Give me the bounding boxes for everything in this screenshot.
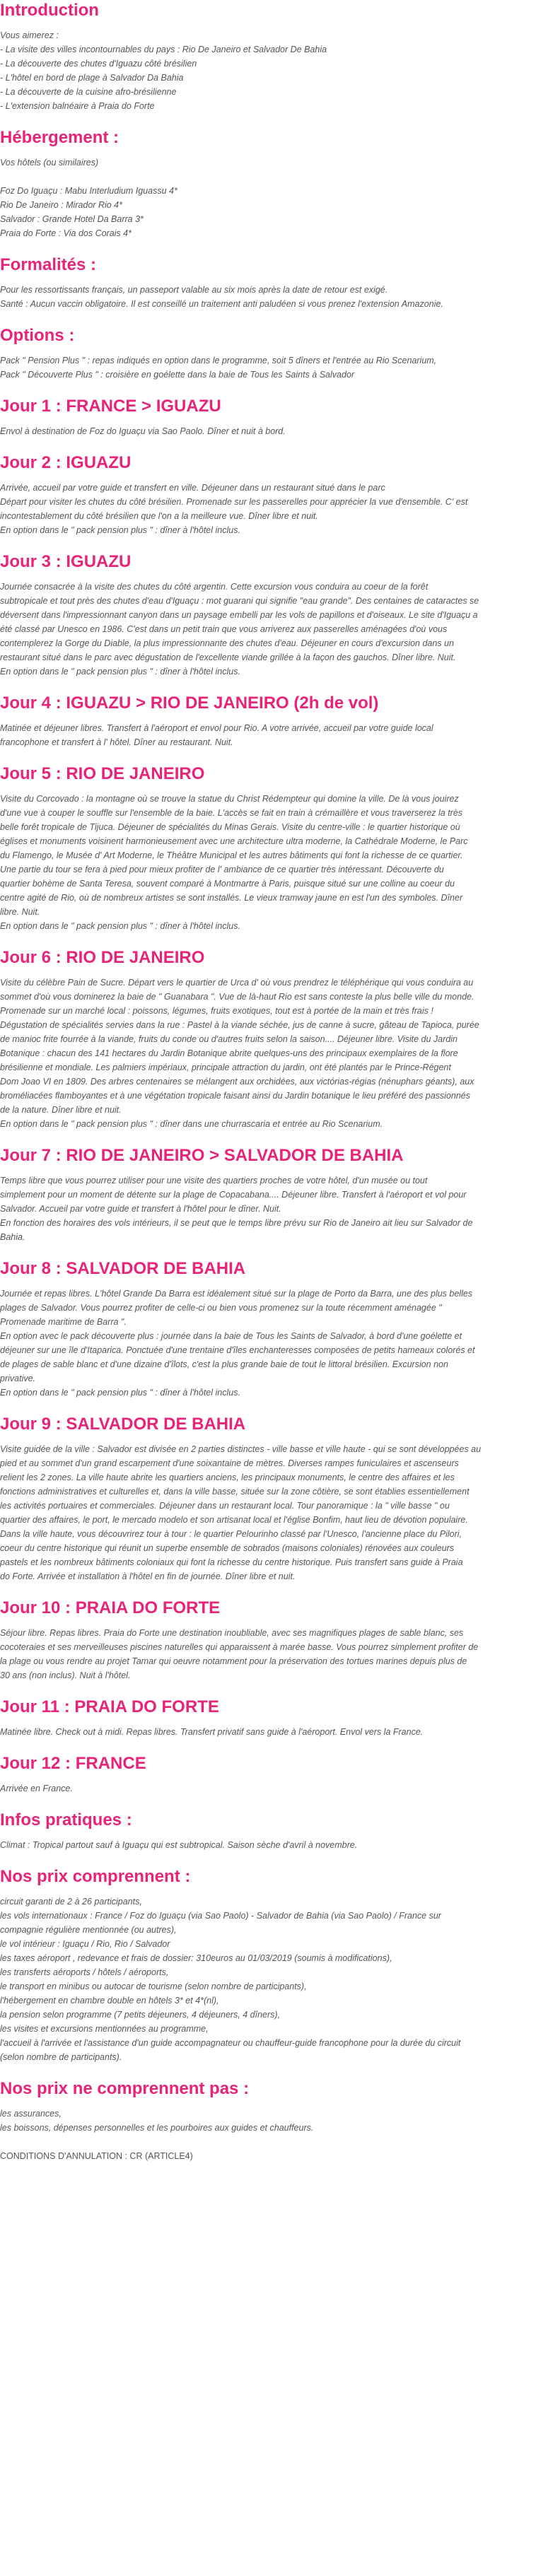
day-10-line: cocoteraies et ses merveilleuses piscines naturelles qui apparaissent à marée basse. Vous pourrez simplement profiter de — [0, 1642, 479, 1652]
day-2-line: Arrivée, accueil par votre guide et transfert en ville. Déjeuner dans un restaurant situé dans le parc — [0, 483, 385, 493]
day-7-heading: Jour 7 : RIO DE JANEIRO > SALVADOR DE BAHIA — [0, 1146, 404, 1165]
prix-comprennent-line: l'accueil à l'arrivée et l'assistance d'un guide accompagnateur ou chauffeur-guide francophone pour la durée du circuit — [0, 2038, 461, 2048]
day-11-heading: Jour 11 : PRAIA DO FORTE — [0, 1697, 219, 1716]
day-10-line: Séjour libre. Repas libres. Praia do Forte une destination inoubliable, avec ses magnifiques plages de sable blanc, ses — [0, 1628, 464, 1638]
day-9-heading: Jour 9 : SALVADOR DE BAHIA — [0, 1415, 246, 1434]
prix-comprennent-line: les vols internationaux : France / Foz do Iguaçu (via Sao Paolo) - Salvador de Bahia (via Sao Paolo) / France sur — [0, 1911, 441, 1921]
day-11-text — [0, 1725, 525, 1739]
day-3-heading: Jour 3 : IGUAZU — [0, 552, 132, 571]
day-3-line: contemplerez la Gorge du Diable, la plus impressionnante des chutes d'eau. Déjeuner en cours d'excursion dans un — [0, 638, 454, 648]
day-5-line: libre. Nuit. — [0, 907, 40, 917]
day-6-line: de manioc frite fourrée à la viande, fruits du conde ou d'autres fruits selon la saison.... Déjeuner libre. Visite du Jardin — [0, 1034, 458, 1044]
prix-comprennent-line: l'hébergement en chambre double en hôtels 3* et 4*(nl), — [0, 1996, 219, 2006]
day-4-heading: Jour 4 : IGUAZU > RIO DE JANEIRO (2h de vol) — [0, 693, 379, 713]
options-line: Pack " Découverte Plus " : croisière en goélette dans la baie de Tous les Saints à Salvador — [0, 370, 355, 380]
day-2-heading: Jour 2 : IGUAZU — [0, 453, 132, 472]
prix-comprennent-line: le transport en minibus ou autocar de tourisme (selon nombre de participants), — [0, 1981, 307, 1991]
prix-comprennent-line: les visites et excursions mentionnées au programme, — [0, 2024, 209, 2034]
day-7-line: Bahia. — [0, 1232, 25, 1242]
day-2-line: Départ pour visiter les chutes du côté brésilien. Promenade sur les passerelles pour apprécier la vue d'ensemble. C' est — [0, 497, 468, 507]
day-6-line: Visite du célèbre Pain de Sucre. Départ vers le quartier de Urca d' où vous prendrez le téléphérique qui vous conduira au — [0, 978, 474, 988]
day-7-line: En fonction des horaires des vols intérieurs, il se peut que le temps libre prévu sur Rio de Janeiro ait lieu sur Salvador de — [0, 1218, 473, 1228]
formalites-line: Santé : Aucun vaccin obligatoire. Il est conseillé un traitement anti paludéen si vous prenez l'extension Amazonie. — [0, 299, 443, 309]
hebergement-line: Rio De Janeiro : Mirador Rio 4* — [0, 200, 122, 210]
day-8-line: En option avec le pack découverte plus : journée dans la baie de Tous les Saints de Salvador, à bord d'une goélette et — [0, 1331, 462, 1341]
day-9-line: fonctions administratives et culturelles et, dans la ville basse, située sur la zone côtière, se sont établies essentiellement — [0, 1487, 470, 1497]
day-6-line: En option dans le " pack pension plus " : dîner dans une churrascaria et entrée au Rio Scenarium. — [0, 1119, 383, 1129]
day-7-text — [0, 1173, 525, 1244]
day-10-text — [0, 1626, 525, 1682]
day-8-line: de plages de sable blanc et d'une dizaine d'îlots, c'est la plus grande baie de tout le littoral brésilien. Excursion non — [0, 1359, 448, 1369]
day-3-line: Journée consacrée à la visite des chutes du côté argentin. Cette excursion vous conduira au coeur de la forêt — [0, 582, 429, 592]
infos-pratiques-heading: Infos pratiques : — [0, 1810, 132, 1829]
day-5-line: églises et monuments voisinent harmonieusement avec une architecture ultra moderne, la Cathédrale Moderne, le Parc — [0, 836, 468, 846]
day-5-line: d'une vue à couper le souffle sur l'ensemble de la baie. L'accès se fait en train à crémaillère et vous traverserez la très — [0, 808, 463, 818]
day-5-line: du Flamengo, le Musée d' Art Moderne, le Théâtre Municipal et les autres bâtiments qui font la richesse de ce quartier. — [0, 850, 463, 860]
day-3-line: déversent dans l'impressionnant canyon dans un paysage embelli par les vols de papillons et d'oiseaux. Le site d'Iguaçu a — [0, 610, 478, 620]
formalites-line: Pour les ressortissants français, un passeport valable au six mois après la date de retour est exigé. — [0, 285, 388, 295]
day-6-heading: Jour 6 : RIO DE JANEIRO — [0, 948, 205, 967]
day-3-line: restaurant situé dans le parc avec dégustation de l'excellente viande grillée à la façon des gauchos. Dîner libre. Nuit. — [0, 652, 456, 662]
day-8-heading: Jour 8 : SALVADOR DE BAHIA — [0, 1259, 246, 1278]
day-5-line: centre agité de Rio, où de nombreux artistes se sont installés. Le vieux tramway jaune en est l'un des symboles. Dîner — [0, 893, 463, 903]
options-text — [0, 353, 525, 382]
hebergement-line — [0, 170, 525, 184]
day-6-line: Dégustation de spécialités servies dans la rue : Pastel à la viande séchée, jus de canne à sucre, gâteau de Tapioca, purée — [0, 1020, 479, 1030]
day-8-line: plages de Salvador. Vous pourrez profiter de celle-ci ou bien vous promenez sur la toute récemment aménagée " — [0, 1303, 442, 1313]
day-4-line: Matinée et déjeuner libres. Transfert à l'aéroport et envol pour Rio. A votre arrivée, accueil par votre guide local — [0, 723, 433, 733]
day-10-line: 30 ans (non inclus). Nuit à l'hôtel. — [0, 1670, 131, 1680]
day-4-text — [0, 721, 525, 749]
day-9-line: pied et au sommet d'un grand escarpement d'une soixantaine de mètres. Diverses rampes funiculaires et ascenseurs — [0, 1458, 459, 1468]
hebergement-line: Foz Do Iguaçu : Mabu Interludium Iguassu 4* — [0, 186, 177, 196]
day-6-text — [0, 976, 525, 1131]
day-5-text — [0, 792, 525, 933]
day-12-heading: Jour 12 : FRANCE — [0, 1754, 146, 1773]
day-10-heading: Jour 10 : PRAIA DO FORTE — [0, 1598, 221, 1617]
cancellation-conditions: CONDITIONS D'ANNULATION : CR (ARTICLE4) — [0, 2151, 193, 2161]
day-7-line: Temps libre que vous pourrez utiliser pour une visite des quartiers proches de votre hôtel, d'un musée ou tout — [0, 1176, 428, 1185]
day-3-line: En option dans le " pack pension plus " : dîner à l'hôtel inclus. — [0, 667, 240, 677]
day-11-line: Matinée libre. Check out à midi. Repas libres. Transfert privatif sans guide à l'aéroport. Envol vers la France. — [0, 1727, 424, 1737]
hebergement-line: Salvador : Grande Hotel Da Barra 3* — [0, 214, 144, 224]
prix-comprennent-line: circuit garanti de 2 à 26 participants, — [0, 1897, 142, 1907]
hebergement-line: Praia do Forte : Via dos Corais 4* — [0, 228, 132, 238]
day-12-line: Arrivée en France. — [0, 1784, 73, 1793]
introduction-heading: Introduction — [0, 1, 99, 20]
prix-comprennent-line: le vol intérieur : Iguaçu / Rio, Rio / Salvador — [0, 1939, 170, 1949]
introduction-line: - La visite des villes incontournables du pays : Rio De Janeiro et Salvador De Bahia — [0, 45, 327, 54]
day-3-line: été classé par Unesco en 1986. C'est dans un petit train que vous arriverez aux passerelles aménagées d'où vous — [0, 624, 448, 634]
infos-pratiques-line: Climat : Tropical partout sauf à Iguaçu qui est subtropical. Saison sèche d'avril à novembre. — [0, 1840, 358, 1850]
day-9-line: les activités portuaires et commerciales. Déjeuner dans un restaurant local. Tour panoramique : la " ville basse " ou — [0, 1501, 450, 1511]
day-4-line: francophone et transfert à l' hôtel. Dîner au restaurant. Nuit. — [0, 737, 233, 747]
day-6-line: brésilienne et mondiale. Les palmiers impériaux, principale attraction du jardin, ont été plantés par le Prince-Régent — [0, 1062, 451, 1072]
introduction-line: - La découverte de la cuisine afro-brésilienne — [0, 87, 177, 97]
day-1-text — [0, 424, 525, 438]
day-12-text — [0, 1781, 525, 1796]
day-8-line: déjeuner sur une île d'Itaparica. Ponctuée d'une trentaine d'îles enchanteresses composées de petits hameaux colorés et — [0, 1345, 475, 1355]
prix-comprennent-heading: Nos prix comprennent : — [0, 1867, 191, 1886]
day-7-line: simplement pour un moment de détente sur la plage de Copacabana.... Déjeuner libre. Transfert à l'aéroport et vol pour — [0, 1190, 467, 1200]
day-9-line: quartier des affaires, le port, le mercado modelo et son artisanat local et l'église Bonfim, haut lieu de dévotion populaire. — [0, 1515, 468, 1525]
day-3-line: subtropicale et tout près des chutes d'eau d'Iguaçu : mot guarani qui signifie "eau grande". Des centaines de cataractes se — [0, 596, 479, 606]
day-3-text — [0, 580, 525, 679]
day-8-text — [0, 1287, 525, 1400]
prix-comprennent-line: la pension selon programme (7 petits déjeuners, 4 déjeuners, 4 dîners), — [0, 2010, 281, 2020]
introduction-line: - L'extension balnéaire à Praia do Forte — [0, 101, 155, 111]
prix-comprennent-line: les transferts aéroports / hôtels / aéroports, — [0, 1967, 169, 1977]
introduction-line: Vous aimerez : — [0, 30, 59, 40]
day-5-line: Visite du Corcovado : la montagne où se trouve la statue du Christ Rédempteur qui domine la ville. De là vous jouirez — [0, 794, 459, 804]
introduction-text — [0, 28, 525, 113]
prix-ne-comprennent-line: les boissons, dépenses personnelles et les pourboires aux guides et chauffeurs. — [0, 2123, 314, 2133]
day-8-line: privative. — [0, 1374, 36, 1383]
day-8-line: En option dans le " pack pension plus " : dîner à l'hôtel inclus. — [0, 1388, 240, 1398]
prix-ne-comprennent-line: les assurances, — [0, 2109, 62, 2119]
day-5-line: En option dans le " pack pension plus " : dîner à l'hôtel inclus. — [0, 921, 240, 931]
day-9-line: coeur du centre historique qui réunit un superbe ensemble de sobrados (maisons coloniales) rénovées aux couleurs — [0, 1543, 455, 1553]
hebergement-line: Vos hôtels (ou similaires) — [0, 158, 99, 168]
day-9-line: Dans la ville haute, vous découvrirez tour à tour : le quartier Pelourinho classé par l'Unesco, l'ancienne place du Pilori, — [0, 1529, 462, 1539]
day-2-line: incontestablement du côté brésilien que l'on a la meilleure vue. Dîner libre et nuit. — [0, 511, 318, 521]
day-8-line: Promenade maritime de Barra ". — [0, 1317, 127, 1327]
day-7-line: Salvador. Accueil par votre guide et transfert à l'hôtel pour le dîner. Nuit. — [0, 1204, 281, 1214]
day-5-line: quartier bohème de Santa Teresa, souvent comparé à Montmartre à Paris, puisque situé sur une colline au coeur du — [0, 879, 455, 889]
formalites-heading: Formalités : — [0, 255, 97, 274]
prix-comprennent-text — [0, 1895, 525, 2064]
day-1-heading: Jour 1 : FRANCE > IGUAZU — [0, 397, 221, 416]
options-line: Pack " Pension Plus " : repas indiqués en option dans le programme, soit 5 dîners et l'entrée au Rio Scenarium, — [0, 356, 437, 365]
prix-ne-comprennent-text — [0, 2107, 525, 2135]
day-9-line: Visite guidée de la ville : Salvador est divisée en 2 parties distinctes - ville basse et ville haute - qui se sont développées au — [0, 1444, 482, 1454]
day-6-line: de la nature. Dîner libre et nuit. — [0, 1105, 122, 1115]
hebergement-heading: Hébergement : — [0, 128, 120, 147]
prix-comprennent-line: (selon nombre de participants). — [0, 2052, 122, 2062]
day-9-line: relient les 2 zones. La ville haute abrite les quartiers anciens, les principaux monuments, le centre des affaires et les — [0, 1473, 455, 1482]
prix-ne-comprennent-heading: Nos prix ne comprennent pas : — [0, 2079, 250, 2098]
introduction-line: - La découverte des chutes d'Iguazu côté brésilien — [0, 59, 197, 69]
day-6-line: sommet d'où vous dominerez la baie de " Guanabara ". Vue de là-haut Rio est sans conteste la plus belle ville du monde. — [0, 992, 474, 1002]
prix-comprennent-line: les taxes aéroport , redevance et frais de dossier: 310euros au 01/03/2019 (soumis à modifications), — [0, 1953, 392, 1963]
day-5-heading: Jour 5 : RIO DE JANEIRO — [0, 764, 205, 783]
day-6-line: broméliacées flamboyantes et à une végétation tropicale faisant ainsi du Jardin botanique le lieu préféré des passionnés — [0, 1091, 471, 1101]
day-6-line: Botanique : chacun des 141 hectares du Jardin Botanique abrite quelques-uns des principaux exemplaires de la flore — [0, 1048, 458, 1058]
day-2-text — [0, 481, 525, 537]
formalites-text — [0, 283, 525, 311]
day-5-line: Une partie du tour se fera à pied pour mieux profiter de l' ambiance de ce quartier très intéressant. Découverte du — [0, 865, 444, 874]
day-9-line: pastels et les nombreux bâtiments coloniaux qui font la richesse du centre historique. Puis transfert sans guide à Praia — [0, 1557, 463, 1567]
prix-comprennent-line: compagnie régulière mentionnée (ou autres), — [0, 1925, 177, 1935]
introduction-line: - L'hôtel en bord de plage à Salvador Da Bahia — [0, 73, 184, 83]
day-5-line: belle forêt tropicale de Tijuca. Déjeuner de spécialités du Minas Gerais. Visite du centre-ville : le quartier historique où — [0, 822, 460, 832]
day-1-line: Envol à destination de Foz do Iguaçu via Sao Paolo. Dîner et nuit à bord. — [0, 426, 286, 436]
day-6-line: Dom Joao VI en 1809. Des arbres centenaires se mélangent aux orchidées, aux victórias-régias (nénuphars géants), aux — [0, 1077, 474, 1087]
day-6-line: Promenade sur un marché local : poissons, légumes, fruits exotiques, tout est à portée de la main et très frais ! — [0, 1006, 433, 1016]
day-9-text — [0, 1442, 525, 1583]
infos-pratiques-text — [0, 1838, 525, 1852]
options-heading: Options : — [0, 326, 75, 345]
day-9-line: do Forte. Arrivée et installation à l'hôtel en fin de journée. Dîner libre et nuit. — [0, 1571, 296, 1581]
day-8-line: Journée et repas libres. L'hôtel Grande Da Barra est idéalement situé sur la plage de Porto da Barra, une des plus belles — [0, 1289, 473, 1299]
hebergement-text — [0, 156, 525, 240]
day-2-line: En option dans le " pack pension plus " : dîner à l'hôtel inclus. — [0, 525, 240, 535]
day-10-line: la plage ou vous rendre au projet Tamar qui oeuvre notamment pour la préservation des tortues marines depuis plus de — [0, 1656, 467, 1666]
